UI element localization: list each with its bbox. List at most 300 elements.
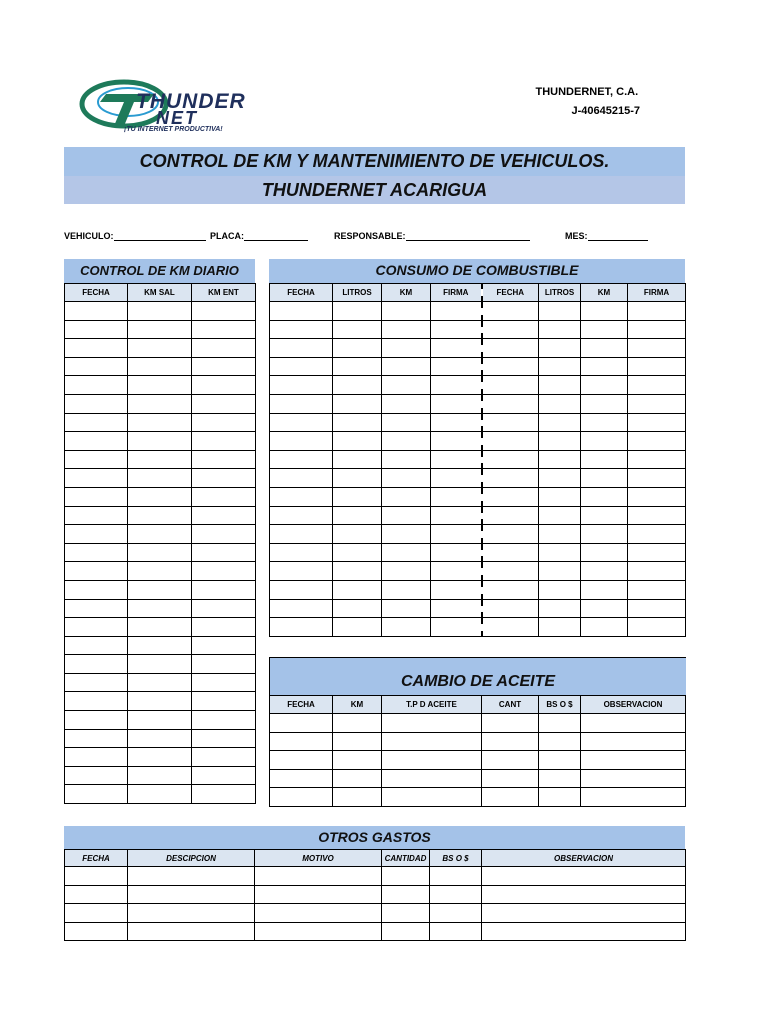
combustible-cell[interactable]	[431, 580, 482, 599]
km_diario-cell[interactable]	[65, 394, 128, 413]
km_diario-cell[interactable]	[128, 506, 192, 525]
km_diario-cell[interactable]	[192, 599, 256, 618]
combustible-cell[interactable]	[482, 302, 539, 321]
combustible-cell[interactable]	[482, 469, 539, 488]
km_diario-cell[interactable]	[192, 357, 256, 376]
combustible-cell[interactable]	[333, 469, 382, 488]
combustible-cell[interactable]	[581, 432, 628, 451]
otros-cell[interactable]	[65, 904, 128, 923]
combustible-cell[interactable]	[539, 525, 581, 544]
aceite-cell[interactable]	[539, 714, 581, 733]
combustible-cell[interactable]	[628, 302, 686, 321]
combustible-cell[interactable]	[581, 562, 628, 581]
combustible-cell[interactable]	[270, 599, 333, 618]
combustible-cell[interactable]	[382, 543, 431, 562]
km_diario-cell[interactable]	[192, 432, 256, 451]
combustible-cell[interactable]	[270, 580, 333, 599]
aceite-cell[interactable]	[270, 732, 333, 751]
combustible-cell[interactable]	[628, 450, 686, 469]
aceite-cell[interactable]	[482, 732, 539, 751]
km_diario-cell[interactable]	[192, 636, 256, 655]
combustible-cell[interactable]	[382, 562, 431, 581]
combustible-cell[interactable]	[581, 525, 628, 544]
otros-cell[interactable]	[128, 885, 255, 904]
combustible-cell[interactable]	[382, 339, 431, 358]
combustible-cell[interactable]	[431, 432, 482, 451]
otros-cell[interactable]	[128, 922, 255, 941]
otros-cell[interactable]	[482, 867, 686, 886]
km_diario-cell[interactable]	[192, 673, 256, 692]
otros-cell[interactable]	[430, 885, 482, 904]
aceite-cell[interactable]	[539, 751, 581, 770]
otros-cell[interactable]	[382, 867, 430, 886]
combustible-cell[interactable]	[581, 302, 628, 321]
otros-cell[interactable]	[482, 885, 686, 904]
km_diario-cell[interactable]	[65, 450, 128, 469]
km_diario-cell[interactable]	[128, 413, 192, 432]
km_diario-cell[interactable]	[128, 692, 192, 711]
km_diario-cell[interactable]	[128, 469, 192, 488]
combustible-cell[interactable]	[431, 469, 482, 488]
aceite-row	[270, 714, 686, 733]
km_diario-cell[interactable]	[192, 655, 256, 674]
combustible-cell[interactable]	[539, 506, 581, 525]
combustible-cell[interactable]	[482, 543, 539, 562]
combustible-cell[interactable]	[482, 562, 539, 581]
combustible-cell[interactable]	[482, 376, 539, 395]
km_diario-cell[interactable]	[128, 302, 192, 321]
otros-cell[interactable]	[65, 885, 128, 904]
km_diario-cell[interactable]	[65, 729, 128, 748]
km_diario-cell[interactable]	[65, 562, 128, 581]
aceite-cell[interactable]	[333, 714, 382, 733]
km_diario-cell[interactable]	[65, 580, 128, 599]
combustible-cell[interactable]	[581, 450, 628, 469]
combustible-cell[interactable]	[539, 376, 581, 395]
combustible-cell[interactable]	[382, 506, 431, 525]
km_diario-cell[interactable]	[128, 655, 192, 674]
combustible-cell[interactable]	[270, 432, 333, 451]
km_diario-cell[interactable]	[65, 525, 128, 544]
combustible-cell[interactable]	[539, 599, 581, 618]
combustible-cell[interactable]	[539, 450, 581, 469]
otros-row	[65, 904, 686, 923]
km_diario-cell[interactable]	[128, 450, 192, 469]
combustible-cell[interactable]	[482, 580, 539, 599]
km_diario-cell[interactable]	[128, 766, 192, 785]
combustible-cell[interactable]	[382, 469, 431, 488]
km_diario-row	[65, 562, 256, 581]
km_diario-cell[interactable]	[128, 320, 192, 339]
combustible-cell[interactable]	[270, 469, 333, 488]
combustible-row	[270, 487, 686, 506]
combustible-cell[interactable]	[431, 599, 482, 618]
aceite-cell[interactable]	[382, 751, 482, 770]
combustible-cell[interactable]	[333, 506, 382, 525]
combustible-cell[interactable]	[482, 506, 539, 525]
km_diario-cell[interactable]	[65, 766, 128, 785]
combustible-cell[interactable]	[333, 525, 382, 544]
combustible-cell[interactable]	[581, 394, 628, 413]
km_diario-cell[interactable]	[65, 506, 128, 525]
km_diario-cell[interactable]	[128, 636, 192, 655]
combustible-cell[interactable]	[628, 525, 686, 544]
otros-header-2: MOTIVO	[255, 850, 382, 867]
combustible-cell[interactable]	[581, 580, 628, 599]
km_diario-row	[65, 432, 256, 451]
combustible-cell[interactable]	[382, 394, 431, 413]
otros-cell[interactable]	[382, 904, 430, 923]
combustible-cell[interactable]	[431, 302, 482, 321]
combustible-cell[interactable]	[539, 580, 581, 599]
combustible-cell[interactable]	[270, 394, 333, 413]
combustible-cell[interactable]	[628, 580, 686, 599]
combustible-cell[interactable]	[333, 487, 382, 506]
aceite-cell[interactable]	[581, 714, 686, 733]
km_diario-cell[interactable]	[192, 339, 256, 358]
combustible-cell[interactable]	[581, 469, 628, 488]
combustible-cell[interactable]	[539, 469, 581, 488]
combustible-cell[interactable]	[539, 562, 581, 581]
km_diario-cell[interactable]	[192, 525, 256, 544]
km_diario-row	[65, 618, 256, 637]
combustible-cell[interactable]	[333, 562, 382, 581]
km_diario-cell[interactable]	[128, 432, 192, 451]
aceite-cell[interactable]	[270, 769, 333, 788]
combustible-cell[interactable]	[333, 599, 382, 618]
combustible-cell[interactable]	[431, 562, 482, 581]
combustible-cell[interactable]	[333, 543, 382, 562]
km_diario-cell[interactable]	[192, 692, 256, 711]
km_diario-cell[interactable]	[65, 711, 128, 730]
combustible-cell[interactable]	[539, 339, 581, 358]
combustible-cell[interactable]	[628, 469, 686, 488]
km_diario-cell[interactable]	[65, 432, 128, 451]
km_diario-cell[interactable]	[65, 339, 128, 358]
km_diario-cell[interactable]	[192, 562, 256, 581]
combustible-cell[interactable]	[628, 543, 686, 562]
combustible-cell[interactable]	[382, 432, 431, 451]
km_diario-cell[interactable]	[65, 618, 128, 637]
responsable-field[interactable]	[334, 231, 406, 241]
combustible-cell[interactable]	[482, 599, 539, 618]
combustible-cell[interactable]	[581, 339, 628, 358]
km_diario-cell[interactable]	[192, 711, 256, 730]
combustible-cell[interactable]	[431, 357, 482, 376]
aceite-cell[interactable]	[270, 788, 333, 807]
km_diario-cell[interactable]	[65, 655, 128, 674]
otros-cell[interactable]	[482, 922, 686, 941]
aceite-cell[interactable]	[333, 732, 382, 751]
combustible-cell[interactable]	[270, 618, 333, 637]
aceite-cell[interactable]	[482, 751, 539, 770]
combustible-cell[interactable]	[482, 357, 539, 376]
combustible-cell[interactable]	[581, 357, 628, 376]
combustible-cell[interactable]	[270, 562, 333, 581]
km_diario-cell[interactable]	[128, 618, 192, 637]
combustible-cell[interactable]	[270, 525, 333, 544]
combustible-cell[interactable]	[431, 506, 482, 525]
logo-word-thunder: THUNDER	[136, 90, 246, 113]
placa-field[interactable]	[210, 231, 244, 241]
aceite-cell[interactable]	[270, 751, 333, 770]
km_diario-cell[interactable]	[192, 302, 256, 321]
km_diario-cell[interactable]	[128, 394, 192, 413]
aceite-cell[interactable]	[539, 788, 581, 807]
combustible-cell[interactable]	[539, 618, 581, 637]
combustible-row	[270, 543, 686, 562]
km_diario-cell[interactable]	[192, 394, 256, 413]
aceite-cell[interactable]	[382, 732, 482, 751]
otros-cell[interactable]	[128, 867, 255, 886]
combustible-cell[interactable]	[382, 320, 431, 339]
combustible-cell[interactable]	[482, 525, 539, 544]
combustible-cell[interactable]	[539, 302, 581, 321]
combustible-cell[interactable]	[628, 487, 686, 506]
combustible-cell[interactable]	[270, 357, 333, 376]
aceite-cell[interactable]	[539, 732, 581, 751]
combustible-cell[interactable]	[270, 320, 333, 339]
km_diario-cell[interactable]	[128, 729, 192, 748]
combustible-cell[interactable]	[539, 394, 581, 413]
combustible-cell[interactable]	[431, 487, 482, 506]
km_diario-cell[interactable]	[65, 469, 128, 488]
km_diario-cell[interactable]	[65, 599, 128, 618]
aceite-cell[interactable]	[333, 769, 382, 788]
km_diario-cell[interactable]	[192, 506, 256, 525]
aceite-cell[interactable]	[270, 714, 333, 733]
otros-cell[interactable]	[430, 904, 482, 923]
combustible-cell[interactable]	[333, 450, 382, 469]
otros-cell[interactable]	[65, 867, 128, 886]
combustible-cell[interactable]	[382, 525, 431, 544]
combustible-cell[interactable]	[539, 320, 581, 339]
km_diario-cell[interactable]	[128, 711, 192, 730]
aceite-cell[interactable]	[539, 769, 581, 788]
combustible-cell[interactable]	[431, 320, 482, 339]
combustible-cell[interactable]	[539, 432, 581, 451]
combustible-cell[interactable]	[482, 432, 539, 451]
otros-cell[interactable]	[65, 922, 128, 941]
km_diario-cell[interactable]	[192, 450, 256, 469]
km_diario-cell[interactable]	[128, 543, 192, 562]
combustible-cell[interactable]	[482, 618, 539, 637]
km_diario-cell[interactable]	[65, 487, 128, 506]
aceite-cell[interactable]	[382, 769, 482, 788]
otros-cell[interactable]	[255, 904, 382, 923]
km_diario-cell[interactable]	[128, 525, 192, 544]
aceite-table	[269, 695, 686, 807]
combustible-cell[interactable]	[382, 357, 431, 376]
km_diario-cell[interactable]	[128, 487, 192, 506]
km_diario-cell[interactable]	[192, 785, 256, 804]
combustible-cell[interactable]	[628, 413, 686, 432]
aceite-cell[interactable]	[581, 732, 686, 751]
combustible-cell[interactable]	[431, 543, 482, 562]
km_diario-cell[interactable]	[128, 376, 192, 395]
otros-cell[interactable]	[382, 922, 430, 941]
otros-cell[interactable]	[430, 922, 482, 941]
combustible-cell[interactable]	[270, 339, 333, 358]
combustible-cell[interactable]	[628, 357, 686, 376]
km_diario-cell[interactable]	[65, 748, 128, 767]
otros-cell[interactable]	[430, 867, 482, 886]
combustible-cell[interactable]	[270, 506, 333, 525]
km_diario-cell[interactable]	[65, 376, 128, 395]
combustible-cell[interactable]	[333, 580, 382, 599]
combustible-cell[interactable]	[382, 487, 431, 506]
combustible-cell[interactable]	[628, 432, 686, 451]
combustible-cell[interactable]	[431, 413, 482, 432]
combustible-cell[interactable]	[333, 302, 382, 321]
combustible-cell[interactable]	[581, 543, 628, 562]
combustible-cell[interactable]	[482, 487, 539, 506]
aceite-cell[interactable]	[482, 769, 539, 788]
otros-row	[65, 885, 686, 904]
otros-cell[interactable]	[382, 885, 430, 904]
combustible-cell[interactable]	[581, 506, 628, 525]
combustible-cell[interactable]	[628, 376, 686, 395]
combustible-cell[interactable]	[382, 618, 431, 637]
aceite-cell[interactable]	[382, 788, 482, 807]
combustible-cell[interactable]	[482, 394, 539, 413]
aceite-cell[interactable]	[333, 788, 382, 807]
combustible-cell[interactable]	[539, 487, 581, 506]
km_diario-cell[interactable]	[192, 320, 256, 339]
mes-field[interactable]	[565, 231, 588, 241]
km_diario-cell[interactable]	[65, 320, 128, 339]
combustible-cell[interactable]	[333, 320, 382, 339]
km_diario-cell[interactable]	[192, 469, 256, 488]
otros-cell[interactable]	[482, 904, 686, 923]
combustible-cell[interactable]	[431, 339, 482, 358]
km_diario-cell[interactable]	[128, 339, 192, 358]
combustible-cell[interactable]	[431, 450, 482, 469]
combustible-cell[interactable]	[628, 562, 686, 581]
combustible-cell[interactable]	[333, 376, 382, 395]
combustible-cell[interactable]	[581, 376, 628, 395]
combustible-cell[interactable]	[482, 339, 539, 358]
combustible-cell[interactable]	[270, 450, 333, 469]
combustible-row	[270, 525, 686, 544]
km_diario-cell[interactable]	[192, 729, 256, 748]
otros-header-4: BS O $	[430, 850, 482, 867]
logo-word-net: NET	[156, 108, 198, 128]
combustible-cell[interactable]	[581, 320, 628, 339]
combustible-cell[interactable]	[539, 357, 581, 376]
km_diario-cell[interactable]	[128, 673, 192, 692]
combustible-cell[interactable]	[270, 543, 333, 562]
combustible-cell[interactable]	[333, 618, 382, 637]
km_diario-cell[interactable]	[192, 580, 256, 599]
km_diario-cell[interactable]	[192, 766, 256, 785]
combustible-cell[interactable]	[482, 413, 539, 432]
km_diario-cell[interactable]	[128, 562, 192, 581]
km_diario-cell[interactable]	[192, 618, 256, 637]
aceite-cell[interactable]	[382, 714, 482, 733]
combustible-cell[interactable]	[581, 487, 628, 506]
km_diario-cell[interactable]	[65, 636, 128, 655]
combustible-cell[interactable]	[581, 413, 628, 432]
combustible-cell[interactable]	[628, 320, 686, 339]
combustible-cell[interactable]	[333, 339, 382, 358]
km_diario-cell[interactable]	[65, 357, 128, 376]
combustible-cell[interactable]	[382, 450, 431, 469]
combustible-cell[interactable]	[628, 506, 686, 525]
otros-table	[64, 849, 686, 941]
km_diario-cell[interactable]	[192, 543, 256, 562]
combustible-cell[interactable]	[628, 339, 686, 358]
km_diario-cell[interactable]	[128, 748, 192, 767]
aceite-cell[interactable]	[482, 714, 539, 733]
combustible-cell[interactable]	[431, 618, 482, 637]
km_diario-cell[interactable]	[192, 413, 256, 432]
km_diario-cell[interactable]	[192, 487, 256, 506]
aceite-cell[interactable]	[482, 788, 539, 807]
otros-cell[interactable]	[255, 922, 382, 941]
km_diario-cell[interactable]	[128, 785, 192, 804]
otros-cell[interactable]	[128, 904, 255, 923]
km_diario-cell[interactable]	[128, 580, 192, 599]
combustible-cell[interactable]	[333, 357, 382, 376]
combustible-cell[interactable]	[581, 618, 628, 637]
km_diario-row	[65, 543, 256, 562]
combustible-cell[interactable]	[382, 376, 431, 395]
combustible-cell[interactable]	[270, 413, 333, 432]
combustible-cell[interactable]	[581, 599, 628, 618]
combustible-cell[interactable]	[628, 394, 686, 413]
km_diario-row	[65, 506, 256, 525]
combustible-cell[interactable]	[333, 432, 382, 451]
combustible-cell[interactable]	[382, 580, 431, 599]
km_diario-cell[interactable]	[65, 413, 128, 432]
km_diario-cell[interactable]	[192, 376, 256, 395]
combustible-cell[interactable]	[539, 543, 581, 562]
km_diario-cell[interactable]	[65, 692, 128, 711]
combustible-cell[interactable]	[628, 599, 686, 618]
km_diario-cell[interactable]	[65, 785, 128, 804]
combustible-cell[interactable]	[382, 599, 431, 618]
combustible-cell[interactable]	[382, 302, 431, 321]
combustible-cell[interactable]	[333, 394, 382, 413]
aceite-cell[interactable]	[333, 751, 382, 770]
combustible-cell[interactable]	[270, 487, 333, 506]
combustible-cell[interactable]	[628, 618, 686, 637]
aceite-cell[interactable]	[581, 751, 686, 770]
aceite-cell[interactable]	[581, 788, 686, 807]
combustible-cell[interactable]	[431, 394, 482, 413]
combustible-cell[interactable]	[482, 320, 539, 339]
km_diario-cell[interactable]	[65, 302, 128, 321]
combustible-cell[interactable]	[270, 302, 333, 321]
km_diario-cell[interactable]	[128, 599, 192, 618]
km_diario-cell[interactable]	[65, 673, 128, 692]
combustible-cell[interactable]	[482, 450, 539, 469]
km_diario-cell[interactable]	[192, 748, 256, 767]
combustible-cell[interactable]	[333, 413, 382, 432]
otros-cell[interactable]	[255, 867, 382, 886]
aceite-cell[interactable]	[581, 769, 686, 788]
combustible-cell[interactable]	[382, 413, 431, 432]
km_diario-cell[interactable]	[65, 543, 128, 562]
vehiculo-field[interactable]	[64, 231, 114, 241]
combustible-cell[interactable]	[431, 525, 482, 544]
combustible-cell[interactable]	[539, 413, 581, 432]
combustible-cell[interactable]	[270, 376, 333, 395]
km_diario-cell[interactable]	[128, 357, 192, 376]
otros-cell[interactable]	[255, 885, 382, 904]
combustible-cell[interactable]	[431, 376, 482, 395]
